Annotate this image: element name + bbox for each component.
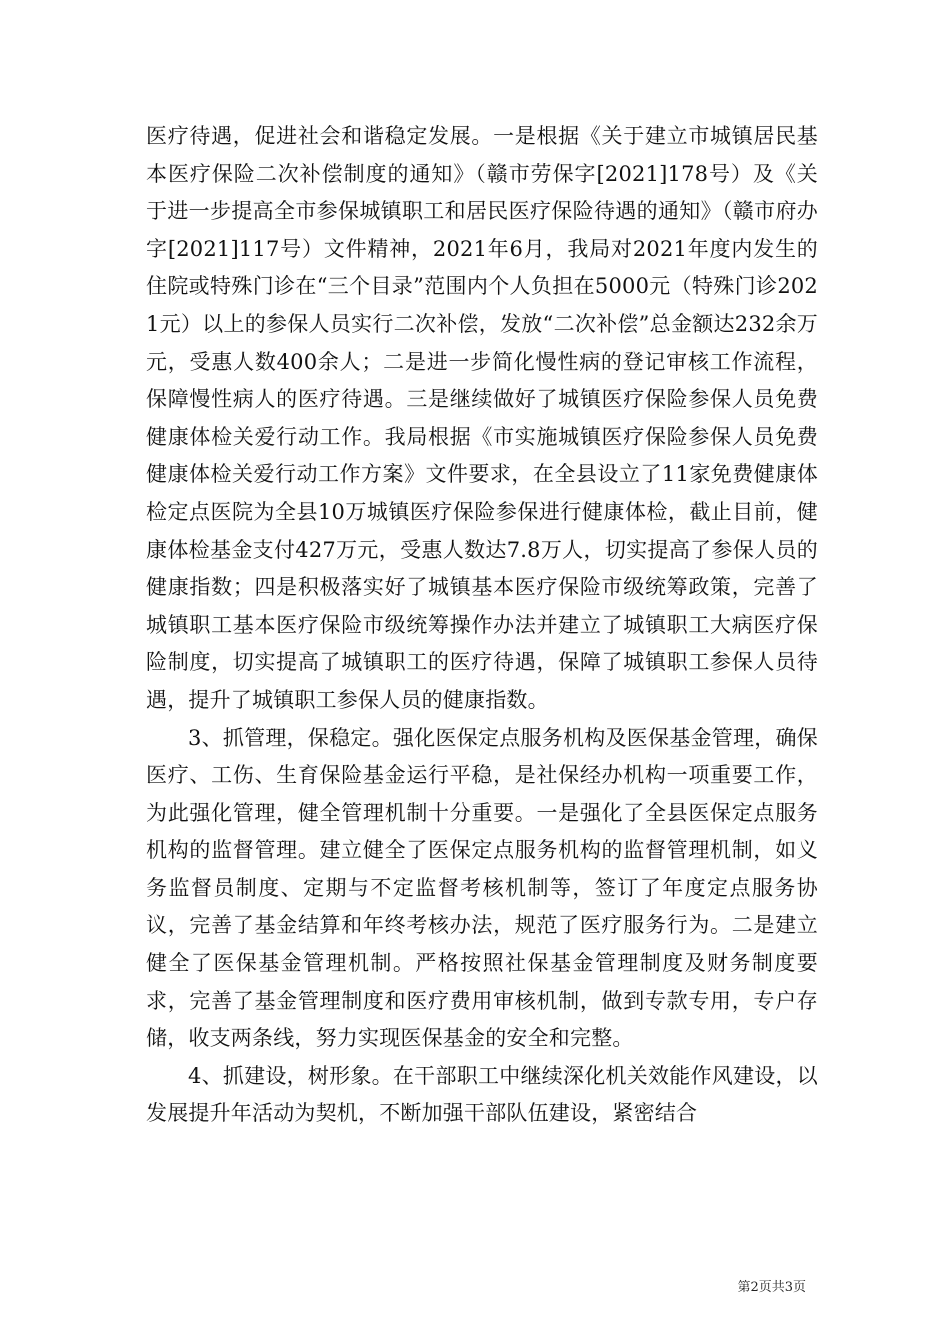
page-number: 第2页共3页 <box>737 1280 806 1295</box>
paragraph-construction: 4、抓建设，树形象。在干部职工中继续深化机关效能作风建设，以发展提升年活动为契机，不断加强干部队伍建设，紧密结合 <box>146 1063 818 1126</box>
paragraph-management: 3、抓管理，保稳定。强化医保定点服务机构及医保基金管理，确保医疗、工伤、生育保险基金运行平稳，是社保经办机构一项重要工作，为此强化管理，健全管理机制十分重要。一是强化了全县医保定点服务机构的监督管理。建立健全了医保定点服务机构的监督管理机制，如义务监督员制度、定期与不定监督考核机制等，签订了年度定点服务协议，完善了基金结算和年终考核办法，规范了医疗服务行为。二是建立健全了医保基金管理机制。严格按照社保基金管理制度及财务制度要求，完善了基金管理制度和医疗费用审核机制，做到专款专用，专户存储，收支两条线，努力实现医保基金的安全和完整。 <box>146 725 818 1051</box>
document-body <box>146 118 818 1133</box>
paragraph-benefits: 医疗待遇，促进社会和谐稳定发展。一是根据《关于建立市城镇居民基本医疗保险二次补偿制度的通知》（赣市劳保字[2021]178号）及《关于进一步提高全市参保城镇职工和居民医疗保险待遇的通知》（赣市府办字[2021]117号）文件精神，2021年6月，我局对2021年度内发生的住院或特殊门诊在“三个目录”范围内个人负担在5000元（特殊门诊2021元）以上的参保人员实行二次补偿，发放“二次补偿”总金额达232余万元，受惠人数400余人；二是进一步简化慢性病的登记审核工作流程，保障慢性病人的医疗待遇。三是继续做好了城镇医疗保险参保人员免费健康体检关爱行动工作。我局根据《市实施城镇医疗保险参保人员免费健康体检关爱行动工作方案》文件要求，在全县设立了11家免费健康体检定点医院为全县10万城镇医疗保险参保进行健康体检，截止目前，健康体检基金支付427万元，受惠人数达7.8万人，切实提高了参保人员的健康指数；四是积极落实好了城镇基本医疗保险市级统筹政策，完善了城镇职工基本医疗保险市级统筹操作办法并建立了城镇职工大病医疗保险制度，切实提高了城镇职工的医疗待遇，保障了城镇职工参保人员待遇，提升了城镇职工参保人员的健康指数。 <box>146 124 818 712</box>
